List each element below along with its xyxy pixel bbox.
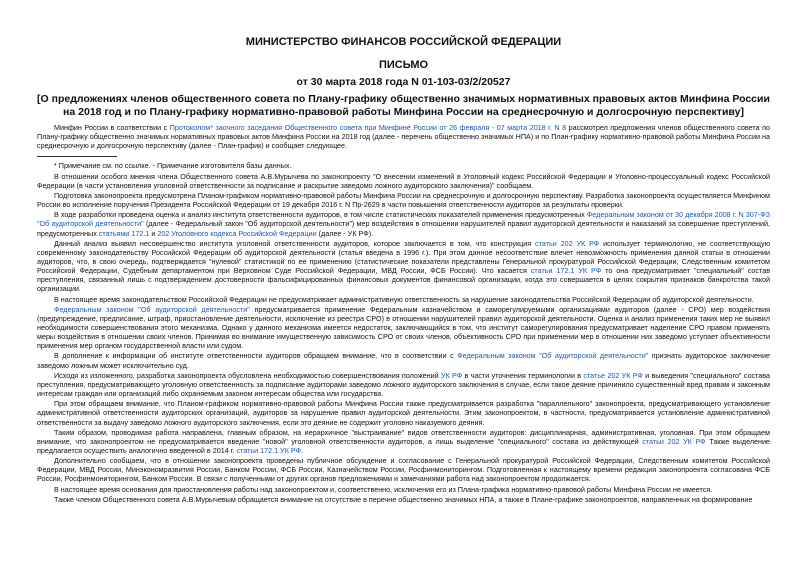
protocol-link[interactable]: Протоколом* заочного заседания Общественного совета при Минфине России от 26 февраля - 07 марта 2018 г. N 8 bbox=[169, 123, 567, 132]
article-172-1-link[interactable]: статьями 172.1 bbox=[98, 228, 150, 238]
paragraph: Также членом Общественного совета А.В.Мурычевым обращается внимание на отсутствие в перечне общественно значимых НПА, а также в Плане-графике законопроектов, направленных на формирование bbox=[54, 495, 753, 504]
footnote-separator bbox=[37, 156, 117, 157]
document-type: ПИСЬМО bbox=[378, 59, 429, 71]
criminal-code-link[interactable]: УК РФ bbox=[440, 370, 463, 380]
document-body bbox=[37, 123, 770, 505]
paragraph: Данный анализ выявил несовершенство института уголовной ответственности аудиторов, которое заключается в том, что конструкция статьи 202 УК РФ использует терминологию, не соответствующую современному законодательству Российской Федерации об аудиторской деятельности (статья введена в 1996 г.). При этом данное несоответствие влечет невозможность применения данной статьи в отношении аудиторов, что, в свою очередь, подтверждается "нулевой" статистикой по ее применению (статистические показатели представлены Генеральной прокуратурой Российской Федерации, Следственным комитетом Российской Федерации, Судебным департаментом при Верховном Суде Российской Федерации, МВД России, ФСБ России). Что касается статьи 172.1 УК РФ то она предусматривает "специальный" состав преступления, связанный лишь с подтверждением достоверности фальсифицированных финансовых документов финансовой организации, когда это совершается в целях сокрытия признаков банкротства такой организации. bbox=[37, 238, 771, 294]
paragraph: В ходе разработки проведена оценка и анализ института ответственности аудиторов, в том числе статистических показателей применения предусмотренных Федеральным законом от 30 декабря 2008 г. N 307-ФЗ "Об аудиторской деятельности" (далее - Федеральный закон "Об аудиторской деятельности") мер воздействия в отношении нарушителей правил аудиторской деятельности и наказаний за совершение преступлений, предусмотренных статьями 172.1 и 202 Уголовного кодекса Российской Федерации (далее - УК РФ). bbox=[37, 210, 770, 238]
paragraph: Федеральным законом "Об аудиторской деятельности" предусматривается применение Федеральным казначейством и саморегулируемыми организациями аудиторов (далее - СРО) мер воздействия (предупреждение, предписание, штраф, приостановление деятельности, исключение из реестра СРО) в отношении нарушителей правил аудиторской деятельности. Оценка и анализ применения таких мер не выявил необходимости совершенствования этого механизма. Однако у данного механизма имеется недостаток, заключающийся в том, что институт саморегулирования предусматривает наделение СРО правом применять меры воздействия в отношении своих членов. Принимая во внимание имущественную зависимость СРО от своих членов, объективность СРО при применении мер в отношении них заведомо уступает объективности применения мер органом государственной власти или судом. bbox=[37, 304, 770, 351]
article-172-1-link[interactable]: статьи 172.1 УК РФ bbox=[236, 445, 302, 455]
paragraph: Исходя из изложенного, разработка законопроекта обусловлена необходимостью совершенствования положений УК РФ в части уточнения терминологии в статье 202 УК РФ и выведения "специального" состава преступления, предусматривающего уголовную ответственность за подписание аудиторами заведомо ложного аудиторского заключения в случае, если такое деяние причинило существенный вред правам и законным интересам граждан или организаций либо охраняемым законом интересам общества или государства. bbox=[37, 370, 770, 399]
audit-law-link[interactable]: Федеральным законом "Об аудиторской деятельности" bbox=[54, 304, 250, 314]
footnote: * Примечание см. по ссылке. - Примечание изготовителя базы данных. bbox=[54, 161, 292, 171]
document-date-number: от 30 марта 2018 года N 01-103-03/2/20527 bbox=[296, 76, 511, 88]
paragraph: В дополнение к информации об институте ответственности аудиторов обращаем внимание, что в соответствии с Федеральным законом "Об аудиторской деятельности" признать аудиторское заключение заведомо ложным может исключительно суд. bbox=[37, 351, 771, 370]
paragraph: При этом обращаем внимание, что Планом-графиком нормативно-правовой работы Минфина России также предусматривается разработка "параллельного" законопроекта, предусматривающего установление административной ответственности аудиторских организаций, аудиторов за нарушение правил аудиторской деятельности. Этим законопроектом, в частности, предусматривается установление административной ответственности за выдачу заведомо ложного аудиторского заключения, если это деяние не содержит уголовно наказуемого деяния. bbox=[37, 399, 770, 427]
paragraph: Минфин России в соответствии с Протоколом* заочного заседания Общественного совета при Минфине России от 26 февраля - 07 марта 2018 г. N 8 рассмотрел предложения членов общественного совета по Плану-графику общественно значимых нормативных правовых актов Минфина России на 2018 год (далее - перечень общественно значимых НПА) и по План-графику нормативно-правовой работы Минфина России на среднесрочную и долгосрочную перспективу (далее - План-график) и сообщает следующее. bbox=[37, 123, 771, 151]
paragraph: В отношении особого мнения члена Общественного совета А.В.Мурычева по законопроекту "О внесении изменений в Уголовный кодекс Российской Федерации и Уголовно-процессуальный кодекс Российской Федерации (в части установления уголовной ответственности за подписание и раскрытие заведомо ложного аудиторского заключения)" сообщаем. bbox=[37, 171, 770, 190]
paragraph: Таким образом, проводимая работа направлена, главным образом, на иерархичное "выстраивание" видов ответственности аудиторов: дисциплинарная, административная, уголовная. При этом обращаем внимание, что законопроектом не предусматривается введение "новой" уголовной ответственности аудиторов, а лишь выделение "специального" состава из действующей статьи 202 УК РФ Также выделение предлагается осуществить аналогично введенной в 2014 г. статьи 172.1 УК РФ. bbox=[37, 427, 770, 455]
federal-law-307-link[interactable]: Федеральным законом от 30 декабря 2008 г. N 307-ФЗ "Об аудиторской деятельности" bbox=[37, 210, 770, 229]
paragraph: Подготовка законопроекта предусмотрена Планом-графиком нормативно-правовой работы Минфина России на среднесрочную и долгосрочную перспективу. Разработка законопроекта осуществляется Минфином России во исполнение поручения Президента Российской Федерации от 19 декабря 2016 г. N Пр-2629 в части повышения ответственности аудиторов за результаты проверки. bbox=[37, 190, 770, 210]
article-202-link[interactable]: статьи 202 УК РФ bbox=[642, 436, 706, 446]
article-202-link[interactable]: статьи 202 УК РФ bbox=[535, 238, 600, 248]
audit-law-link[interactable]: Федеральным законом "Об аудиторской деятельности" bbox=[457, 351, 649, 361]
ministry-title: МИНИСТЕРСТВО ФИНАНСОВ РОССИЙСКОЙ ФЕДЕРАЦИИ bbox=[245, 36, 562, 48]
paragraph: В настоящее время основания для приостановления работы над законопроектом и, соответственно, исключения его из Плана-графика нормативно-правовой работы Минфина России не имеется. bbox=[54, 484, 713, 494]
article-172-1-link[interactable]: статьи 172.1 УК РФ bbox=[530, 266, 602, 276]
paragraph: Дополнительно сообщаем, что в отношении законопроекта проведены публичное обсуждение и согласование с Генеральной прокуратурой Российской Федерации, Следственным комитетом Российской Федерации, МВД России, Минэкономразвития России, Банком России, ФСБ России, Казначейством России, Росфинмониторингом. Подготовленная к настоящему времени редакция законопроекта согласована ФСБ России, Росфинмониторингом, Банком России. В связи с полученными от других органов предложениями и замечаниями работа над законопроектом продолжается. bbox=[37, 456, 770, 484]
document-subject: [О предложениях членов общественного совета по Плану-графику общественно значимых нормативных правовых актов Минфина России на 2018 год и по Плану-графику нормативно-правовой работы Минфина России на среднесрочную и долгосрочную перспективу] bbox=[37, 93, 770, 118]
paragraph: В настоящее время законодательством Российской Федерации не предусматривает административную ответственность за нарушение законодательства Российской Федерации об аудиторской деятельности. bbox=[54, 294, 754, 304]
criminal-code-202-link[interactable]: 202 Уголовного кодекса Российской Федерации bbox=[157, 228, 317, 238]
article-202-link[interactable]: статье 202 УК РФ bbox=[583, 370, 643, 380]
